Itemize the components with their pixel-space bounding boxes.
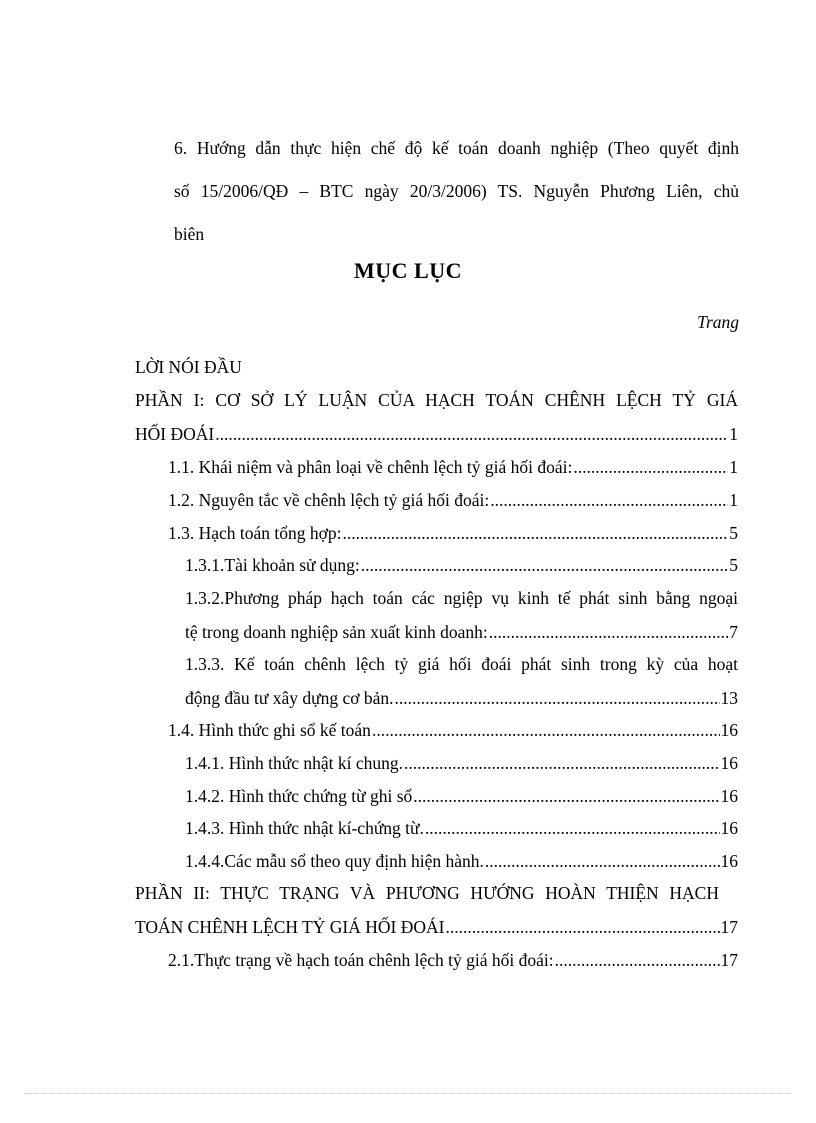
toc-entry-text: PHẦN II: THỰC TRẠNG VÀ PHƯƠNG HƯỚNG HOÀN THIỆN HẠCH xyxy=(135,883,719,903)
toc-page-number: 7 xyxy=(729,622,738,642)
dot-leader xyxy=(490,488,728,512)
reference-line-1: 6. Hướng dẫn thực hiện chế độ kế toán doanh nghiệp (Theo quyết định xyxy=(174,138,739,158)
toc-page-number: 1 xyxy=(729,424,738,444)
dot-leader xyxy=(555,948,720,972)
toc-entry[interactable] xyxy=(168,521,738,545)
toc-entry[interactable] xyxy=(185,586,738,610)
dot-leader xyxy=(489,620,728,644)
toc-entry[interactable] xyxy=(185,620,738,644)
toc-entry-text: 1.4.1. Hình thức nhật kí chung. xyxy=(185,753,403,773)
toc-entry[interactable] xyxy=(185,816,738,840)
dot-leader xyxy=(413,784,719,808)
toc-page-number: 16 xyxy=(720,818,738,838)
dot-leader xyxy=(372,718,720,742)
toc-entry[interactable] xyxy=(168,488,738,512)
toc-entry-text: động đầu tư xây dựng cơ bản. xyxy=(185,688,394,708)
toc-entry[interactable] xyxy=(185,849,738,873)
toc-entry-text: PHẦN I: CƠ SỞ LÝ LUẬN CỦA HẠCH TOÁN CHÊNH LỆCH TỶ GIÁ xyxy=(135,390,738,410)
toc-entry[interactable] xyxy=(135,881,719,905)
toc-entry-text: 1.4.4.Các mẫu sổ theo quy định hiện hành. xyxy=(185,851,484,871)
toc-entry-text: HỐI ĐOÁI xyxy=(135,424,215,444)
toc-entry[interactable] xyxy=(135,422,738,446)
toc-entry[interactable] xyxy=(185,751,738,775)
toc-page-number: 1 xyxy=(729,457,738,477)
toc-entry[interactable] xyxy=(135,388,738,412)
toc-entry-text: 2.1.Thực trạng về hạch toán chênh lệch tỷ giá hối đoái: xyxy=(168,950,554,970)
dot-leader xyxy=(425,816,720,840)
toc-entry[interactable] xyxy=(185,686,738,710)
dot-leader xyxy=(343,521,729,545)
toc-page-number: 16 xyxy=(720,786,738,806)
reference-line-3: biên xyxy=(174,224,205,244)
page-column-label: Trang xyxy=(697,312,739,332)
toc-entry[interactable] xyxy=(185,652,738,676)
dot-leader xyxy=(404,751,720,775)
toc-entry-text: 1.3. Hạch toán tổng hợp: xyxy=(168,523,342,543)
reference-line-2: số 15/2006/QĐ – BTC ngày 20/3/2006) TS. Nguyễn Phương Liên, chủ xyxy=(174,181,739,201)
toc-page-number: 13 xyxy=(720,688,738,708)
toc-page-number: 1 xyxy=(729,490,738,510)
dot-leader xyxy=(361,553,729,577)
toc-entry[interactable] xyxy=(135,915,738,939)
toc-entry-text: 1.1. Khái niệm và phân loại về chênh lệch tỷ giá hối đoái: xyxy=(168,457,573,477)
dot-leader xyxy=(445,915,719,939)
toc-page-number: 17 xyxy=(720,917,738,937)
toc-entry[interactable] xyxy=(168,948,738,972)
toc-entry-text: TOÁN CHÊNH LỆCH TỶ GIÁ HỐI ĐOÁI xyxy=(135,917,445,937)
toc-page-number: 5 xyxy=(729,523,738,543)
toc-entry-text: 1.2. Nguyên tắc về chênh lệch tỷ giá hối đoái: xyxy=(168,490,490,510)
toc-entry-text: 1.4.3. Hình thức nhật kí-chứng từ. xyxy=(185,818,424,838)
toc-page-number: 16 xyxy=(720,851,738,871)
dot-leader xyxy=(395,686,720,710)
dot-leader xyxy=(215,422,728,446)
toc-title: MỤC LỤC xyxy=(354,258,462,283)
toc-entry[interactable] xyxy=(185,784,738,808)
toc-entry-text: 1.3.3. Kế toán chênh lệch tỷ giá hối đoái phát sinh trong kỳ của hoạt xyxy=(185,654,738,674)
dot-leader xyxy=(573,455,728,479)
toc-entry-text: 1.4.2. Hình thức chứng từ ghi sổ xyxy=(185,786,413,806)
toc-entry[interactable] xyxy=(135,355,242,379)
toc-page-number: 17 xyxy=(720,950,738,970)
toc-entry-text: 1.3.2.Phương pháp hạch toán các ngiệp vụ kinh tế phát sinh bằng ngoại xyxy=(185,588,738,608)
toc-page-number: 5 xyxy=(729,555,738,575)
toc-page-number: 16 xyxy=(720,720,738,740)
toc-entry-text: 1.4. Hình thức ghi sổ kế toán xyxy=(168,720,371,740)
toc-entry[interactable] xyxy=(185,553,738,577)
toc-entry[interactable] xyxy=(168,455,738,479)
dot-leader xyxy=(485,849,720,873)
toc-entry[interactable] xyxy=(168,718,738,742)
toc-entry-text: tệ trong doanh nghiệp sản xuất kinh doanh: xyxy=(185,622,488,642)
page-bottom-divider xyxy=(24,1093,792,1094)
toc-entry-text: 1.3.1.Tài khoản sử dụng: xyxy=(185,555,360,575)
toc-page-number: 16 xyxy=(720,753,738,773)
toc-entry-text: LỜI NÓI ĐẦU xyxy=(135,357,242,377)
